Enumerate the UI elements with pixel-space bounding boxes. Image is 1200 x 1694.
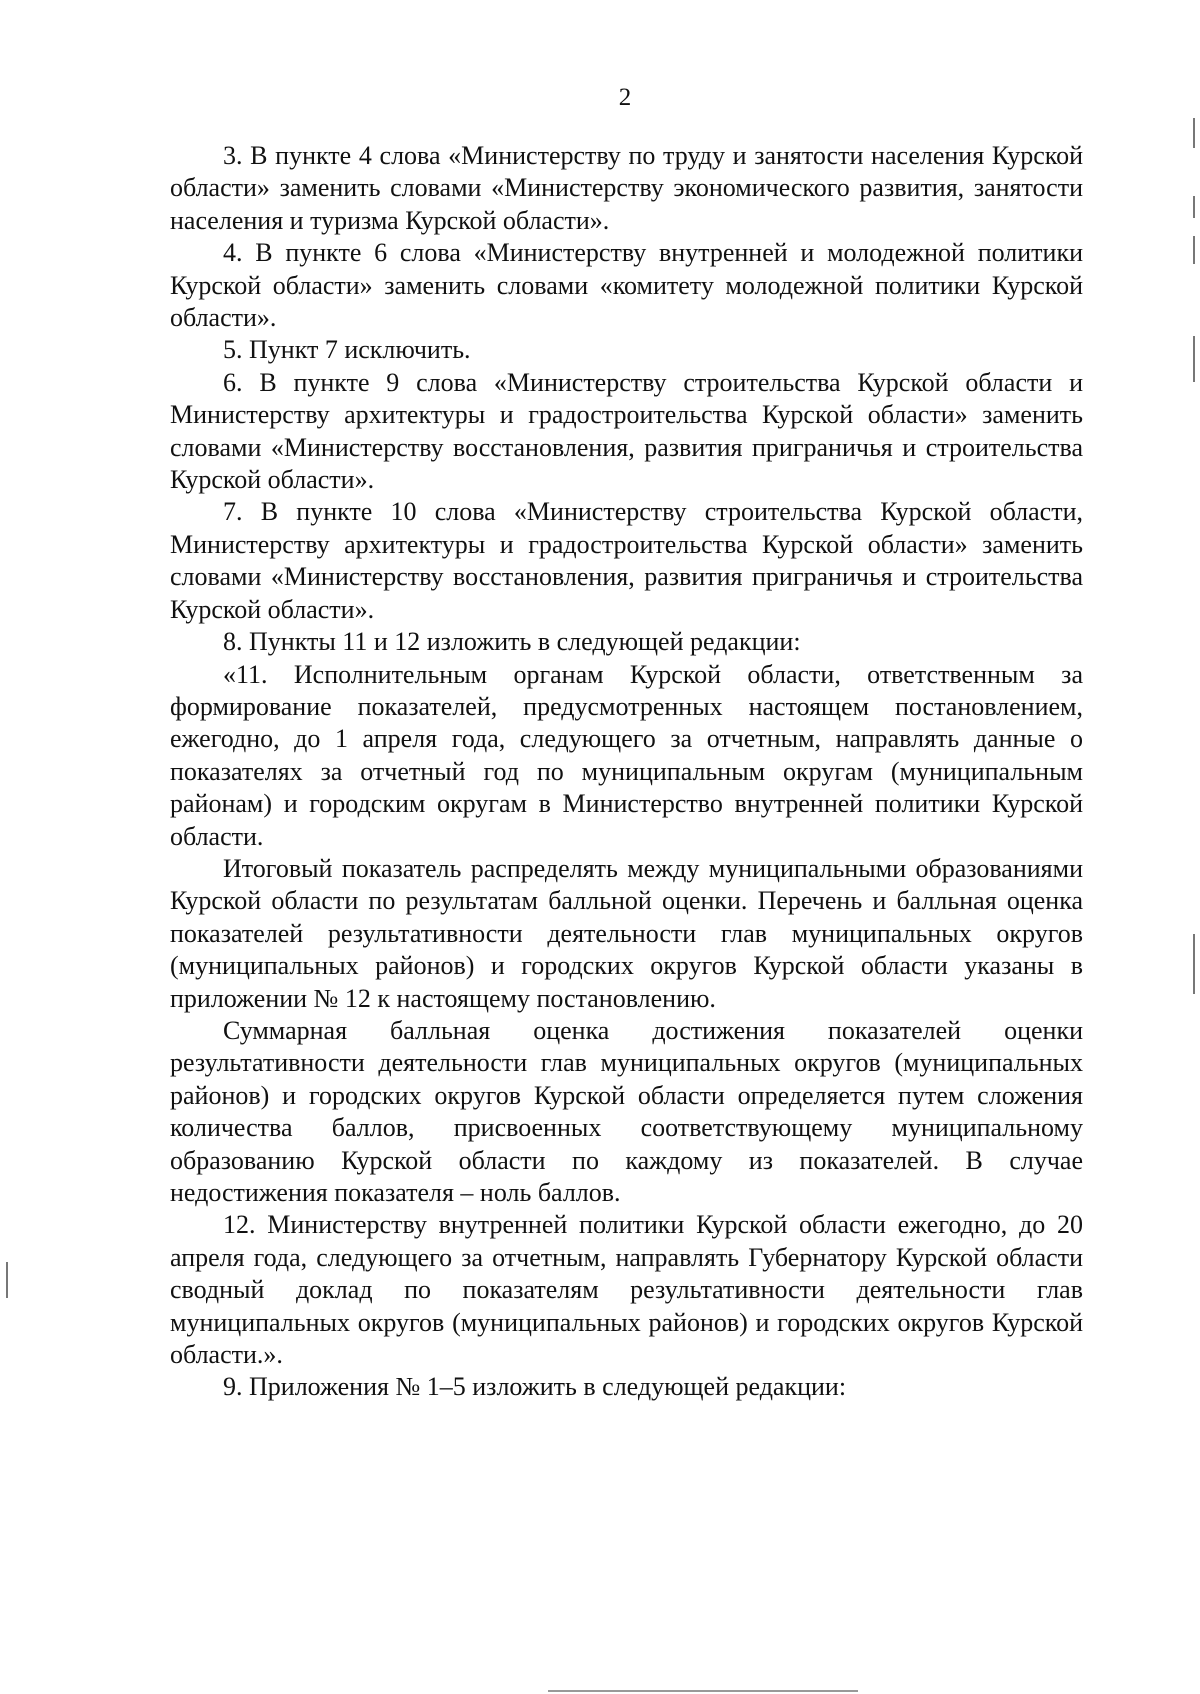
document-body	[170, 140, 1083, 1404]
paragraph-item-7: 7. В пункте 10 слова «Министерству строительства Курской области, Министерству архитектуры и градостроительства Курской области» заменить словами «Министерству восстановления, развития приграничья и строительства Курской области».	[170, 497, 1083, 624]
scan-bottom-line	[548, 1690, 858, 1692]
scan-margin-mark	[1193, 934, 1195, 994]
paragraph-summary-score: Суммарная балльная оценка достижения показателей оценки результативности деятельности глав муниципальных округов (муниципальных районов) и городских округов Курской области определяется путем сложения количества баллов, присвоенных соответствующему муниципальному образованию Курской области по каждому из показателей. В случае недостижения показателя – ноль баллов.	[170, 1015, 1083, 1207]
scan-margin-mark	[6, 1262, 8, 1298]
paragraph-item-8: 8. Пункты 11 и 12 изложить в следующей редакции:	[223, 627, 801, 657]
scan-margin-mark	[1193, 196, 1195, 218]
scan-margin-mark	[1193, 336, 1195, 382]
paragraph-item-9: 9. Приложения № 1–5 изложить в следующей редакции:	[223, 1372, 847, 1402]
paragraph-item-5: 5. Пункт 7 исключить.	[223, 335, 471, 365]
paragraph-point-11: «11. Исполнительным органам Курской области, ответственным за формирование показателей, предусмотренных настоящем постановлением, ежегодно, до 1 апреля года, следующего за отчетным, направлять данные о показателях за отчетный год по муниципальным округам (муниципальным районам) и городским округам в Министерство внутренней политики Курской области.	[170, 659, 1083, 851]
scan-margin-mark	[1193, 118, 1195, 148]
page-number: 2	[618, 84, 632, 111]
paragraph-item-6: 6. В пункте 9 слова «Министерству строительства Курской области и Министерству архитектуры и градостроительства Курской области» заменить словами «Министерству восстановления, развития приграничья и строительства Курской области».	[170, 367, 1083, 495]
paragraph-total-indicator: Итоговый показатель распределять между муниципальными образованиями Курской области по результатам балльной оценки. Перечень и балльная оценка показателей результативности деятельности глав муниципальных округов (муниципальных районов) и городских округов Курской области указаны в приложении № 12 к настоящему постановлению.	[170, 853, 1083, 1013]
paragraph-point-12: 12. Министерству внутренней политики Курской области ежегодно, до 20 апреля года, следующего за отчетным, направлять Губернатору Курской области сводный доклад по показателям результативности деятельности глав муниципальных округов (муниципальных районов) и городских округов Курской области.».	[170, 1210, 1083, 1370]
scan-margin-mark	[1193, 236, 1195, 264]
paragraph-item-3: 3. В пункте 4 слова «Министерству по труду и занятости населения Курской области» заменить словами «Министерству экономического развития, занятости населения и туризма Курской области».	[170, 141, 1083, 235]
paragraph-item-4: 4. В пункте 6 слова «Министерству внутренней и молодежной политики Курской области» заменить словами «комитету молодежной политики Курской области».	[170, 238, 1083, 333]
